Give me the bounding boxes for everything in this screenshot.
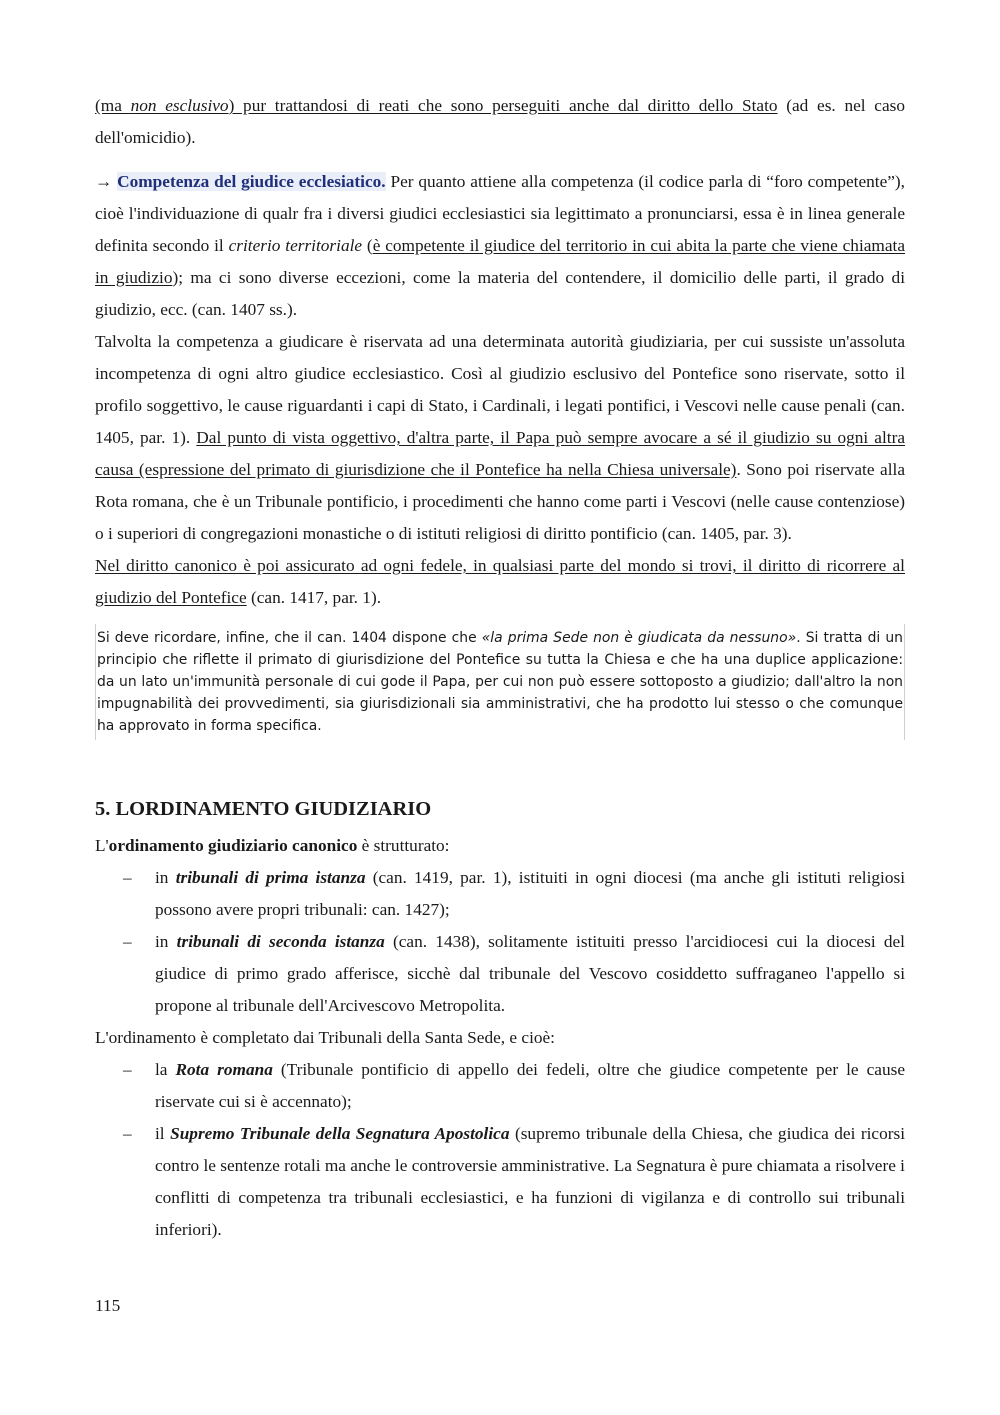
text-span: ) pur trattandosi di reati che sono perseguiti anche dal diritto dello Stato (228, 96, 778, 115)
bold-italic-text: tribunali di prima istanza (175, 868, 366, 887)
highlighted-heading: Competenza del giudice ecclesiatico. (117, 172, 386, 191)
text-span: ( (362, 236, 373, 255)
text-span: Talvolta la competenza a giudicare è riservata ad una determinata autorità giudiziaria, per cui sussiste un'assoluta incompetenza di ogni altro giudice ecclesiastico. Così al giudizio esclusivo del Pontefice sono riservate, sotto il profilo soggettivo, le cause riguardanti i capi di Stato, i Cardinali, i legati pontifici, i Vescovi nelle cause penali (can. 1405, par. 1). (95, 332, 905, 447)
section-intro (95, 830, 905, 862)
paragraph-continuation (95, 90, 905, 154)
page-number: 115 (95, 1296, 121, 1315)
text-span: la (155, 1060, 176, 1079)
text-span: è strutturato: (357, 836, 450, 855)
text-span: L' (95, 836, 109, 855)
dash-bullet: – (123, 932, 132, 951)
text-span: ); ma ci sono diverse eccezioni, come la materia del contendere, il domicilio delle parti, il grado di giudizio, ecc. (can. 1407 ss.). (95, 268, 905, 319)
section-mid: L'ordinamento è completato dai Tribunali della Santa Sede, e cioè: (95, 1028, 555, 1047)
text-span: . Si tratta di un principio che riflette il primato di giurisdizione del Pontefice su tutta la Chiesa e che ha una duplice applicazione: da un lato un'immunità personale di cui gode il Papa, per cui non può essere sottoposto a giudizio; dall'altro la non impugnabilità dei provvedimenti, sia giurisdizionali sia amministrativi, che ha prodotto lui stesso o che comunque ha approvato in forma specifica. (97, 630, 903, 734)
text-span: (can. 1419, par. 1), istituiti in ogni diocesi (ma anche gli istituti religiosi possono avere propri tribunali: can. 1427); (155, 868, 905, 919)
text-span: il (155, 1124, 171, 1143)
list-tribunali-diocesani (95, 862, 905, 1022)
list-tribunali-santa-sede (95, 1054, 905, 1246)
text-span: in (155, 868, 176, 887)
text-span: (ma (95, 96, 131, 115)
bold-italic-text: tribunali di seconda istanza (176, 932, 385, 951)
text-span: Per quanto attiene alla competenza (il codice parla di “foro competente”), cioè l'individuazione di qualr fra i diversi giudici ecclesiastici sia legittimato a pronunciarsi, essa è in linea generale definita secondo il (95, 172, 905, 255)
list-item (95, 862, 905, 926)
text-span: (can. 1438), solitamente istituiti presso l'arcidiocesi cui la diocesi del giudice di primo grado afferisce, sicchè dal tribunale del Vescovo cosiddetto suffraganeo l'appello si propone al tribunale dell'Arcivescovo Metropolita. (155, 932, 905, 1015)
text-span: (supremo tribunale della Chiesa, che giudica dei ricorsi contro le sentenze rotali ma anche le controversie amministrative. La Segnatura è pure chiamata a risolvere i conflitti di competenza tra tribunali ecclesiastici, e ha funzioni di vigilanza e di controllo sui tribunali inferiori). (155, 1124, 905, 1239)
text-span: (Tribunale pontificio di appello dei fedeli, oltre che giudice competente per le cause riservate cui si è accennato); (155, 1060, 905, 1111)
list-item (95, 926, 905, 1022)
dash-bullet: – (123, 868, 132, 887)
italic-quote: «la prima Sede non è giudicata da nessuno» (481, 630, 797, 646)
text-span: Si deve ricordare, infine, che il can. 1404 dispone che (97, 630, 482, 646)
document-page (95, 90, 905, 1246)
bold-italic-text: Supremo Tribunale della Segnatura Apostolica (170, 1124, 510, 1143)
underlined-text: Dal punto di vista oggettivo, d'altra parte, il Papa può sempre avocare a sé il giudizio su ogni altra causa (espressione del primato di giurisdizione che il Pontefice ha nella Chiesa universale) (95, 428, 905, 479)
paragraph-talvolta (95, 326, 905, 550)
bold-text: ordinamento giudiziario canonico (108, 836, 358, 855)
paragraph-fedele (95, 550, 905, 614)
text-span: . Sono poi riservate alla Rota romana, che è un Tribunale pontificio, i procedimenti che hanno come parti i Vescovi (nelle cause contenziose) o i superiori di congregazioni monastiche o di istituti religiosi di diritto pontificio (can. 1405, par. 3). (95, 460, 905, 543)
bold-italic-text: Rota romana (175, 1060, 273, 1079)
section-heading: 5. LORDINAMENTO GIUDIZIARIO (95, 798, 432, 820)
note-text (97, 627, 903, 737)
list-item (95, 1118, 905, 1246)
paragraph-competenza (95, 166, 905, 326)
text-span: (can. 1417, par. 1). (246, 588, 382, 607)
underlined-text: Nel diritto canonico è poi assicurato ad ogni fedele, in qualsiasi parte del mondo si trovi, il diritto di ricorrere al giudizio del Pontefice (95, 556, 905, 607)
italic-text: non esclusivo (130, 96, 229, 115)
text-span: in (155, 932, 177, 951)
underlined-text (95, 96, 778, 115)
dash-bullet: – (123, 1060, 132, 1079)
arrow-glyph: → (95, 172, 118, 191)
italic-text: criterio territoriale (228, 236, 363, 255)
underlined-text: è competente il giudice del territorio in cui abita la parte che viene chiamata in giudizio (95, 236, 905, 287)
note-box (95, 624, 905, 740)
dash-bullet: – (123, 1124, 132, 1143)
text-span: (ad es. nel caso dell'omicidio). (95, 96, 905, 147)
list-item (95, 1054, 905, 1118)
